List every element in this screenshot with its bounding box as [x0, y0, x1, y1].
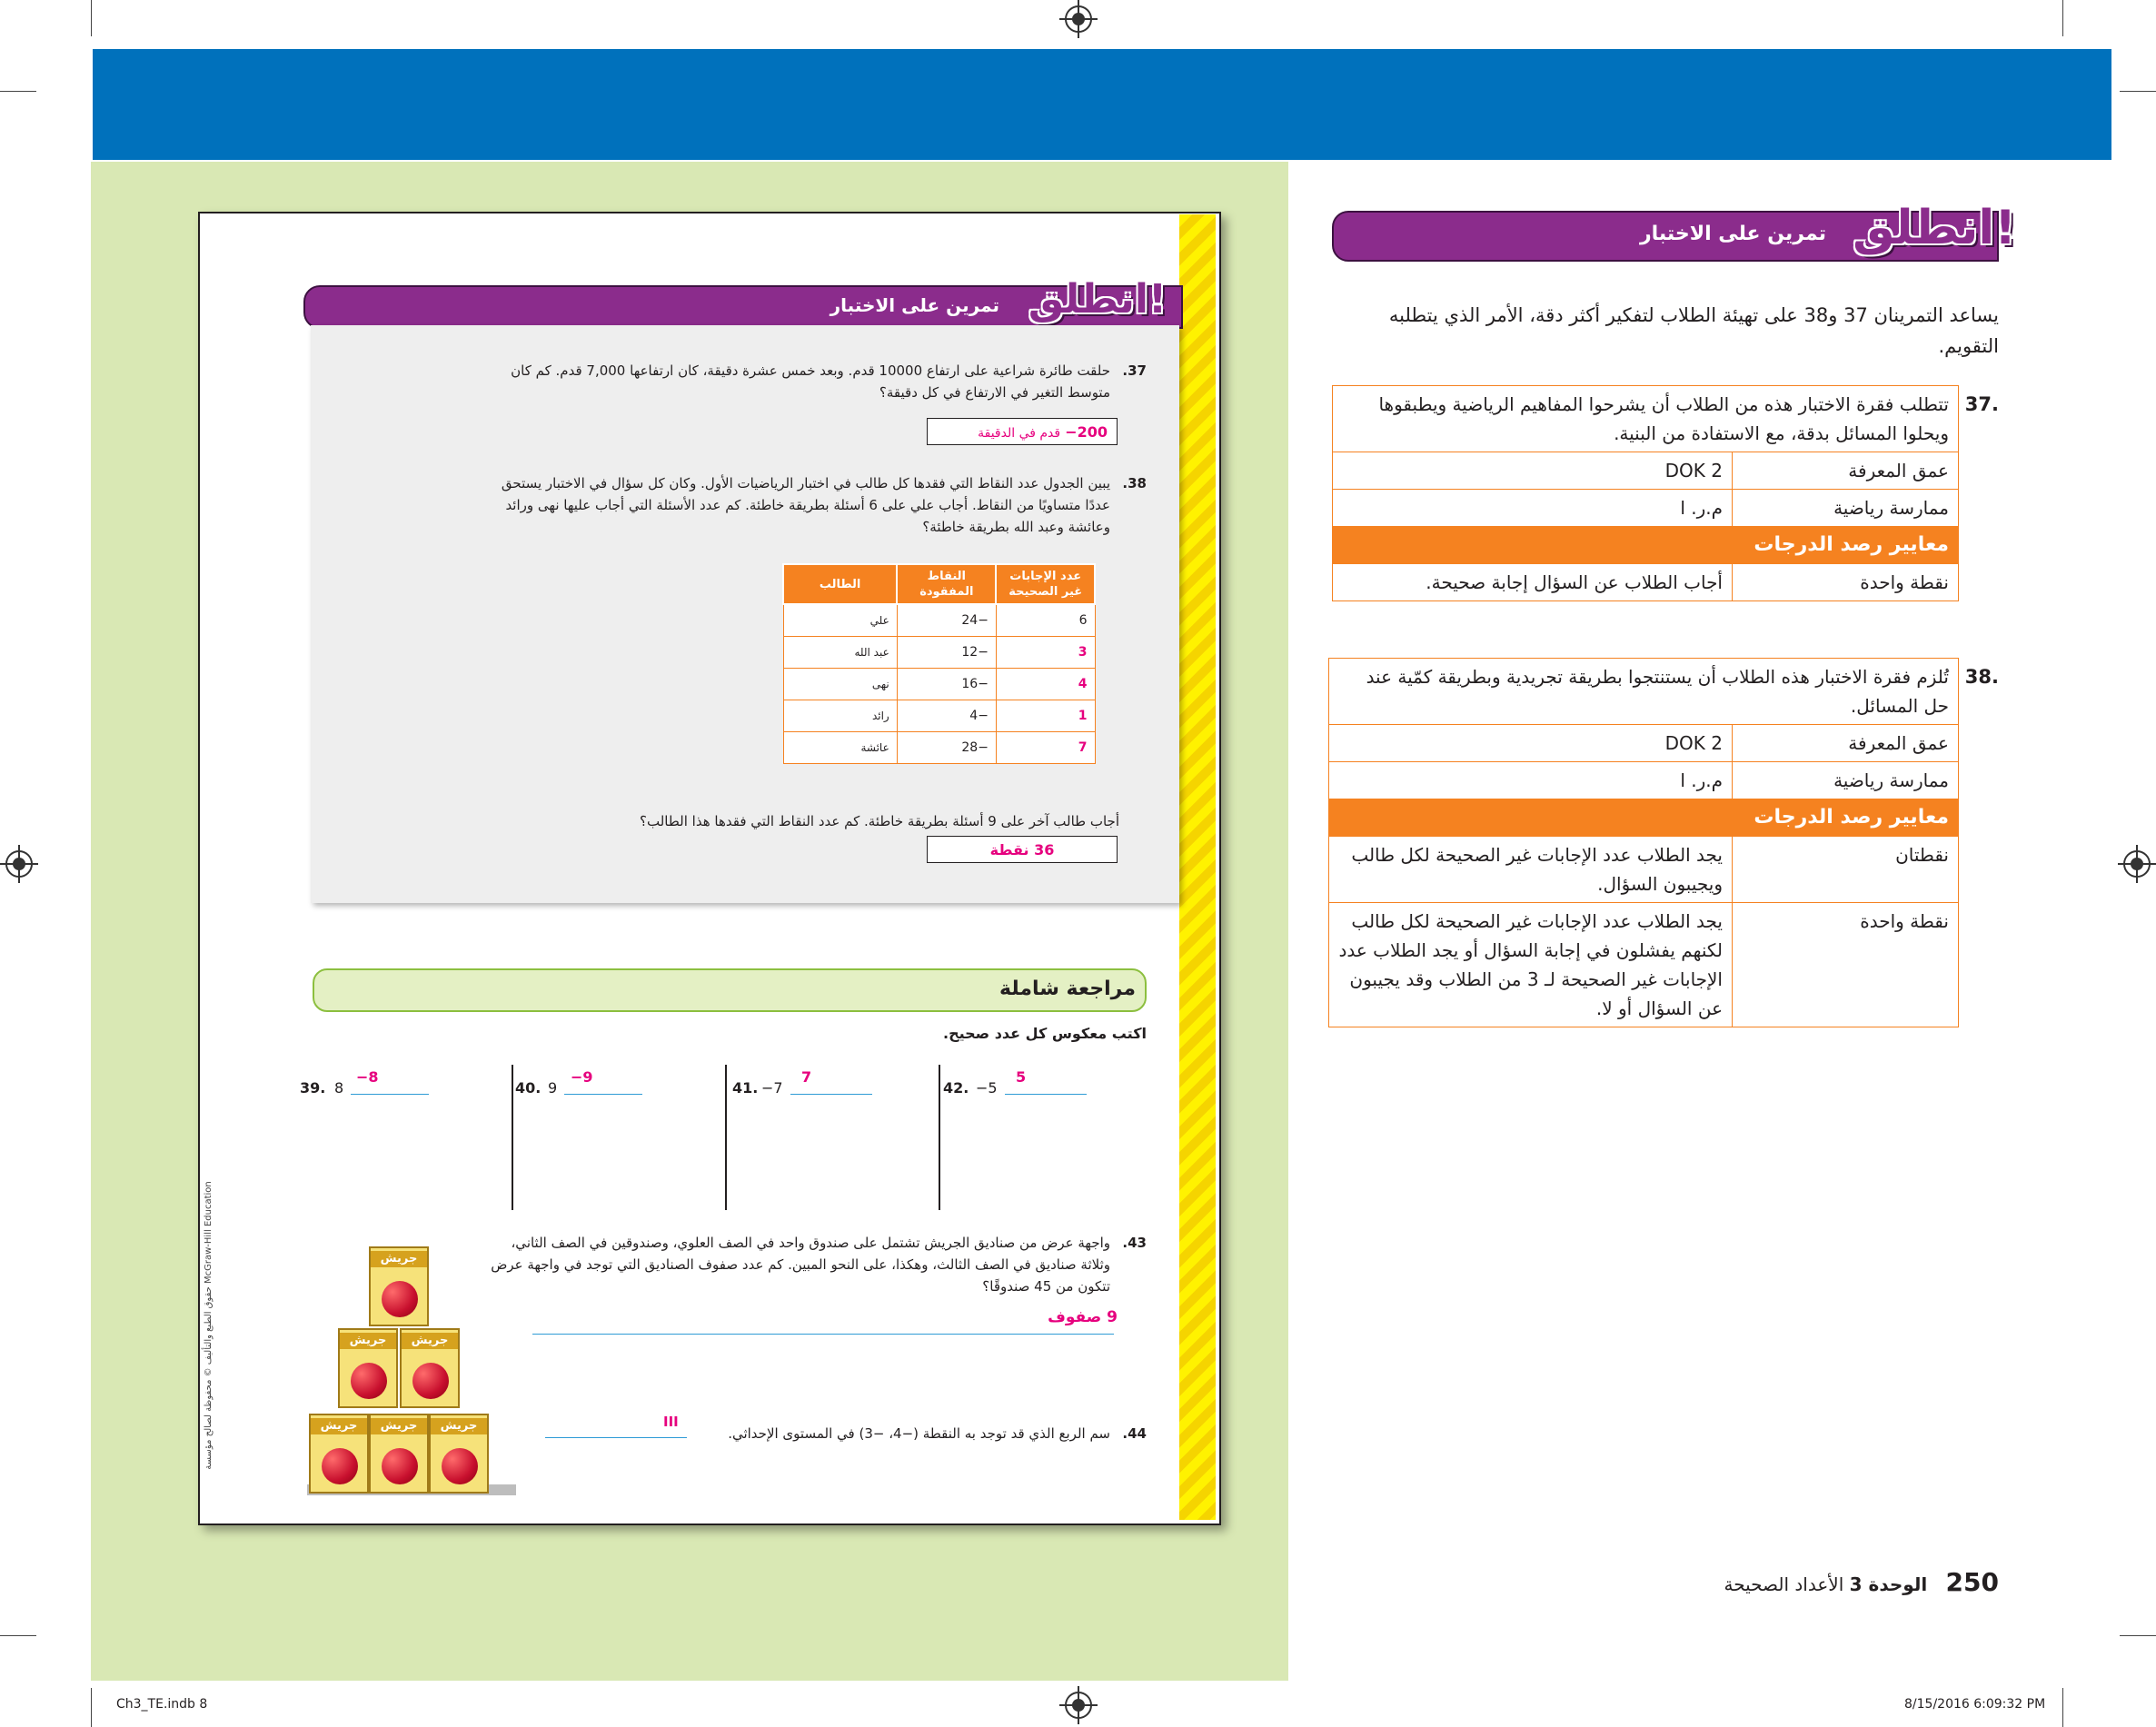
table-header-student: الطالب — [783, 564, 897, 604]
crop-mark — [2062, 0, 2063, 36]
registration-mark-icon — [1065, 1692, 1092, 1719]
teacher-header-title: تمرين على الاختبار — [1639, 223, 1826, 245]
points-cell: −12 — [897, 637, 996, 669]
ex41-blank[interactable] — [790, 1094, 872, 1095]
t37-practice-value: م.ر. ا — [1333, 490, 1733, 527]
q37-answer-unit: قدم في الدقيقة — [978, 426, 1061, 441]
ex39-answer: −8 — [356, 1068, 379, 1086]
student-cell: عبد الله — [783, 637, 897, 669]
crate-image: جريش — [400, 1328, 460, 1408]
q44-blank[interactable] — [545, 1437, 687, 1438]
t38-practice-value: م.ر. ا — [1329, 762, 1733, 799]
crate-image: جريش — [369, 1246, 429, 1326]
q43-number: 43. — [1122, 1235, 1147, 1251]
t37-rubric-desc: أجاب الطلاب عن السؤال إجابة صحيحة. — [1333, 564, 1733, 601]
review-title: مراجعة شاملة — [999, 978, 1136, 1000]
q38-followup: أجاب طالب آخر على 9 أسئلة بطريقة خاطئة. كم عدد النقاط التي فقدها هذا الطالب؟ — [640, 813, 1119, 829]
t38-rubric-score: نقطتان — [1733, 837, 1959, 903]
ex41-answer: 7 — [801, 1068, 812, 1086]
divider — [725, 1065, 727, 1210]
ex42-answer: 5 — [1016, 1068, 1027, 1086]
points-table — [782, 563, 1096, 764]
t37-rubric-title: معايير رصد الدرجات — [1333, 527, 1959, 564]
copyright-note: حقوق الطبع والتأليف © محفوظة لصالح مؤسسة McGraw-Hill Education — [204, 1181, 214, 1470]
registration-mark-icon — [5, 850, 33, 878]
crop-mark — [91, 0, 92, 36]
crop-mark — [2120, 91, 2156, 92]
student-header-title: تمرين على الاختبار — [830, 294, 999, 316]
t37-table — [1332, 385, 1959, 601]
teacher-header-logo: انطلق! — [1853, 201, 2016, 255]
crop-mark — [2120, 1635, 2156, 1636]
ex41-value: −7 — [761, 1079, 783, 1097]
student-cell: رائد — [783, 700, 897, 732]
t38-number: .38 — [1964, 666, 1999, 688]
points-cell: −24 — [897, 604, 996, 637]
t38-rubric-title: معايير رصد الدرجات — [1329, 799, 1959, 837]
ex41-number: 41. — [732, 1079, 759, 1097]
ex42-value: −5 — [976, 1079, 998, 1097]
wrong-count-cell: 4 — [996, 669, 1095, 700]
table-row — [783, 604, 1095, 637]
divider — [939, 1065, 940, 1210]
ex40-blank[interactable] — [564, 1094, 642, 1095]
ex39-value: 8 — [334, 1079, 344, 1097]
ex40-answer: −9 — [571, 1068, 593, 1086]
student-cell: عائشة — [783, 732, 897, 764]
t37-dok-label: عمق المعرفة — [1733, 452, 1959, 490]
q38-followup-answer[interactable]: 36 نقطة — [927, 836, 1118, 863]
t37-rubric-score: نقطة واحدة — [1733, 564, 1959, 601]
crop-mark — [0, 91, 36, 92]
ex40-number: 40. — [515, 1079, 541, 1097]
page-number: 250 — [1945, 1567, 1999, 1597]
q38-text: يبين الجدول عدد النقاط التي فقدها كل طالب في اختبار الرياضيات الأول. وكان كل سؤال في الاختبار يستحق عددًا متساويًا من النقاط. أجاب علي على 6 أسئلة بطريقة خاطئة. كم عدد الأسئلة التي أجاب عليها نهى ورائد وعائشة وعبد الله بطريقة خاطئة؟ — [501, 475, 1110, 535]
teacher-intro: يساعد التمرينان 37 و38 على تهيئة الطلاب لتفكير أكثر دقة، الأمر الذي يتطلبه التقويم. — [1388, 304, 1999, 357]
table-row — [783, 669, 1095, 700]
wrong-count-cell: 3 — [996, 637, 1095, 669]
q37-answer-value: 200− — [1065, 423, 1108, 441]
yellow-stripe — [1179, 214, 1216, 1520]
header-band — [93, 49, 2111, 160]
crop-mark — [91, 1688, 92, 1727]
page-footer — [1690, 1564, 1999, 1601]
t38-description: تُلزم فقرة الاختبار هذه الطلاب أن يستنتجوا بطريقة تجريدية وبطريقة كمّية عند حل المسائل. — [1329, 659, 1959, 725]
ex39-blank[interactable] — [351, 1094, 429, 1095]
t38-table — [1328, 658, 1959, 1027]
ex40-value: 9 — [548, 1079, 558, 1097]
registration-mark-icon — [1065, 5, 1092, 33]
t38-dok-label: عمق المعرفة — [1733, 725, 1959, 762]
q37-answer-box[interactable] — [927, 418, 1118, 445]
crate-image: جريش — [338, 1328, 398, 1408]
points-cell: −16 — [897, 669, 996, 700]
q37-number: 37. — [1122, 362, 1147, 379]
unit-label: الوحدة 3 — [1849, 1573, 1928, 1595]
q43-blank[interactable] — [532, 1334, 1114, 1335]
crate-image: جريش — [369, 1414, 429, 1494]
q43-answer: 9 صفوف — [1048, 1308, 1118, 1326]
wrong-count-cell: 6 — [996, 604, 1095, 637]
print-timestamp: 8/15/2016 6:09:32 PM — [1904, 1697, 2046, 1712]
table-row — [783, 732, 1095, 764]
ex39-number: 39. — [300, 1079, 326, 1097]
wrong-count-cell: 1 — [996, 700, 1095, 732]
t38-rubric-desc: يجد الطلاب عدد الإجابات غير الصحيحة لكل طالب ويجيبون السؤال. — [1329, 837, 1733, 903]
t37-dok-value: DOK 2 — [1333, 452, 1733, 490]
student-cell: نهى — [783, 669, 897, 700]
table-header-wrong: عدد الإجابات غير الصحيحة — [996, 564, 1095, 604]
q43-text: واجهة عرض من صناديق الجريش تشتمل على صندوق واحد في الصف العلوي، وصندوقين في الصف الثاني، وثلاثة صناديق في الصف الثالث، وهكذا، على النحو المبين. كم عدد صفوف الصناديق التي توجد في واجهة عرض تتكون من 45 صندوقًا؟ — [491, 1235, 1110, 1295]
crop-mark — [2062, 1688, 2063, 1727]
q38-number: 38. — [1122, 475, 1147, 491]
divider — [512, 1065, 513, 1210]
print-file: Ch3_TE.indb 8 — [116, 1697, 208, 1712]
crate-image: جريش — [309, 1414, 369, 1494]
ex42-number: 42. — [943, 1079, 969, 1097]
q44-text: سم الربع الذي قد توجد به النقطة (−4، −3) في المستوى الإحداثي. — [728, 1425, 1110, 1442]
t38-dok-value: DOK 2 — [1329, 725, 1733, 762]
review-instruction: اكتب معكوس كل عدد صحيح. — [943, 1025, 1147, 1042]
table-row — [783, 637, 1095, 669]
q44-number: 44. — [1122, 1425, 1147, 1442]
crop-mark — [0, 1635, 36, 1636]
q44-answer: III — [663, 1414, 679, 1430]
t38-rubric-desc: يجد الطلاب عدد الإجابات غير الصحيحة لكل طالب لكنهم يفشلون في إجابة السؤال أو يجد الطلاب عدد الإجابات غير الصحيحة لـ 3 من الطلاب وقد يجيبون عن السؤال أو لا. — [1329, 903, 1733, 1027]
ex42-blank[interactable] — [1005, 1094, 1087, 1095]
q37-text: حلقت طائرة شراعية على ارتفاع 10000 قدم. وبعد خمس عشرة دقيقة، كان ارتفاعها 7,000 قدم. كم كان متوسط التغير في الارتفاع في كل دقيقة؟ — [511, 362, 1110, 401]
wrong-count-cell: 7 — [996, 732, 1095, 764]
t37-description: تتطلب فقرة الاختبار هذه من الطلاب أن يشرحوا المفاهيم الرياضية ويطبقوها ويحلوا المسائل بدقة، مع الاستفادة من البنية. — [1333, 386, 1959, 452]
registration-mark-icon — [2123, 850, 2151, 878]
table-row — [783, 700, 1095, 732]
t38-practice-label: ممارسة رياضية — [1733, 762, 1959, 799]
t37-practice-label: ممارسة رياضية — [1733, 490, 1959, 527]
table-header-points: النقاط المفقودة — [897, 564, 996, 604]
unit-title: الأعداد الصحيحة — [1724, 1573, 1844, 1595]
t37-number: .37 — [1964, 393, 1999, 415]
crate-image: جريش — [429, 1414, 489, 1494]
points-cell: −4 — [897, 700, 996, 732]
student-header-logo: انطلق! — [1028, 276, 1167, 323]
points-cell: −28 — [897, 732, 996, 764]
t38-rubric-score: نقطة واحدة — [1733, 903, 1959, 1027]
student-cell: علي — [783, 604, 897, 637]
